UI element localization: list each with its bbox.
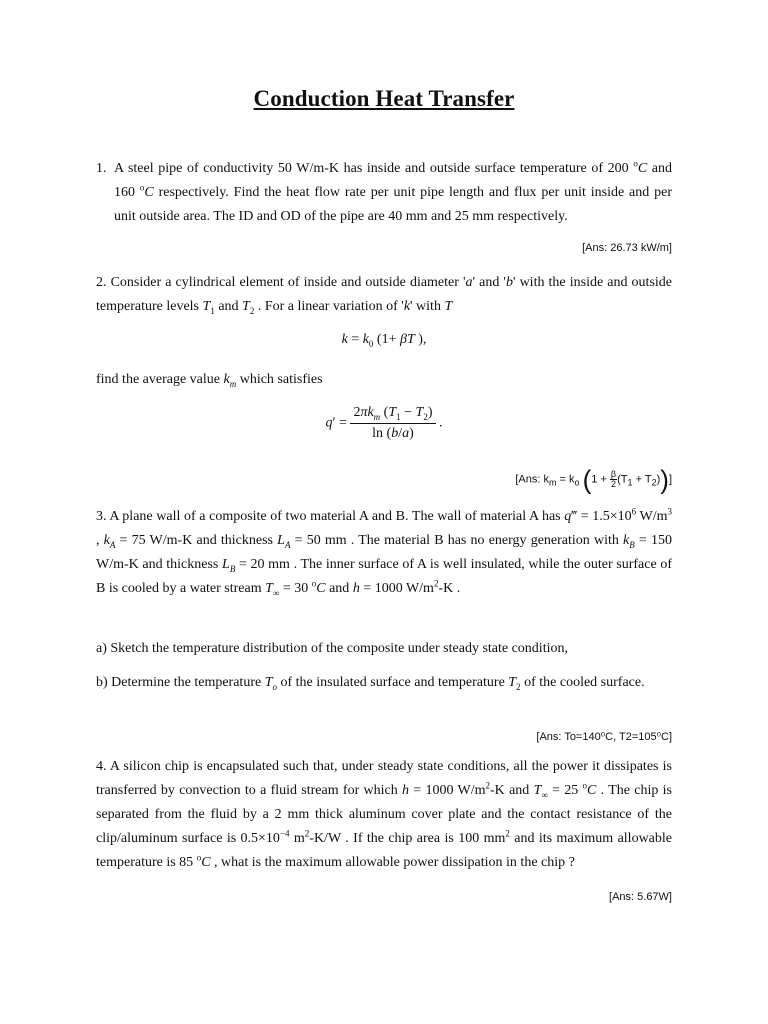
question-2-middle-text: find the average value $k_m$ which satisfies [96, 372, 323, 389]
question-1: 1. A steel pipe of conductivity 50 W/m-K has inside and outside surface temperature of 200 $^o$C and 160 $^o$C respectively. Find the heat flow rate per unit pipe length and flux per unit inside and per unit outside area. The ID and OD of the pipe are 40 mm and 25 mm respectively. [96, 158, 673, 224]
question-2-answer: [Ans: $k_m = k_o$ (1 + $\frac{\beta}{2}(T_1 + T_2)$)] [515, 464, 672, 495]
question-2: 2. Consider a cylindrical element of inside and outside diameter 'a' and 'b' with the inside and outside temperature levels $T_1$ and $T_2$ . For a linear variation of 'k' with T [96, 275, 672, 316]
question-4: 4. A silicon chip is encapsulated such that, under steady state conditions, all the power it dissipates is transferred by convection to a fluid stream for which h = 1000 $W/m^2-K$ and $T_\infty = 25$ $^o$C . The chip is separated from the fluid by a 2 mm thick aluminum cover plate and the contact resistance of the clip/aluminum surface is $0.5\times 10^{-4}$ $m^2-K/W$ . If the chip area is 100 $mm^2$ and its maximum allowable temperature is 85 $^o$C , what is the maximum allowable power dissipation in the chip ? [96, 759, 672, 870]
question-1-answer: [Ans: 26.73 kW/m] [582, 242, 672, 254]
question-4-answer: [Ans: 5.67W] [609, 891, 672, 903]
question-3-answer: [Ans: To=140⁰C, T2=105⁰C] [536, 731, 672, 743]
question-3: 3. A plane wall of a composite of two material A and B. The wall of material A has q‴ = $1.5\times 10^6$ $W/m^3$ , $k_A = 75$ W/m-K and thickness $L_A = 50$ mm . The material B has no energy generation with $k_B = 150$ W/m-K and thickness $L_B = 20$ mm . The inner surface of A is well insulated, while the outer surface of B is cooled by a water stream $T_\infty = 30$ $^o$C and h = 1000 $W/m^2-K$ . [96, 506, 673, 598]
page-title: Conduction Heat Transfer [253, 86, 515, 111]
question-3-part-b: b) Determine the temperature $T_o$ of the insulated surface and temperature $T_2$ of the cooled surface. [96, 675, 645, 692]
question-3-part-a: a) Sketch the temperature distribution of the composite under steady state condition, [96, 641, 568, 656]
question-1-number: 1. [96, 161, 107, 176]
equation-q-prime: q′ = $\frac{2\pi k_m (T_1 - T_2)}{\ln (b/a)}$ . [325, 405, 443, 441]
equation-k: $k = k_0$ (1+ βT ), [341, 332, 427, 349]
